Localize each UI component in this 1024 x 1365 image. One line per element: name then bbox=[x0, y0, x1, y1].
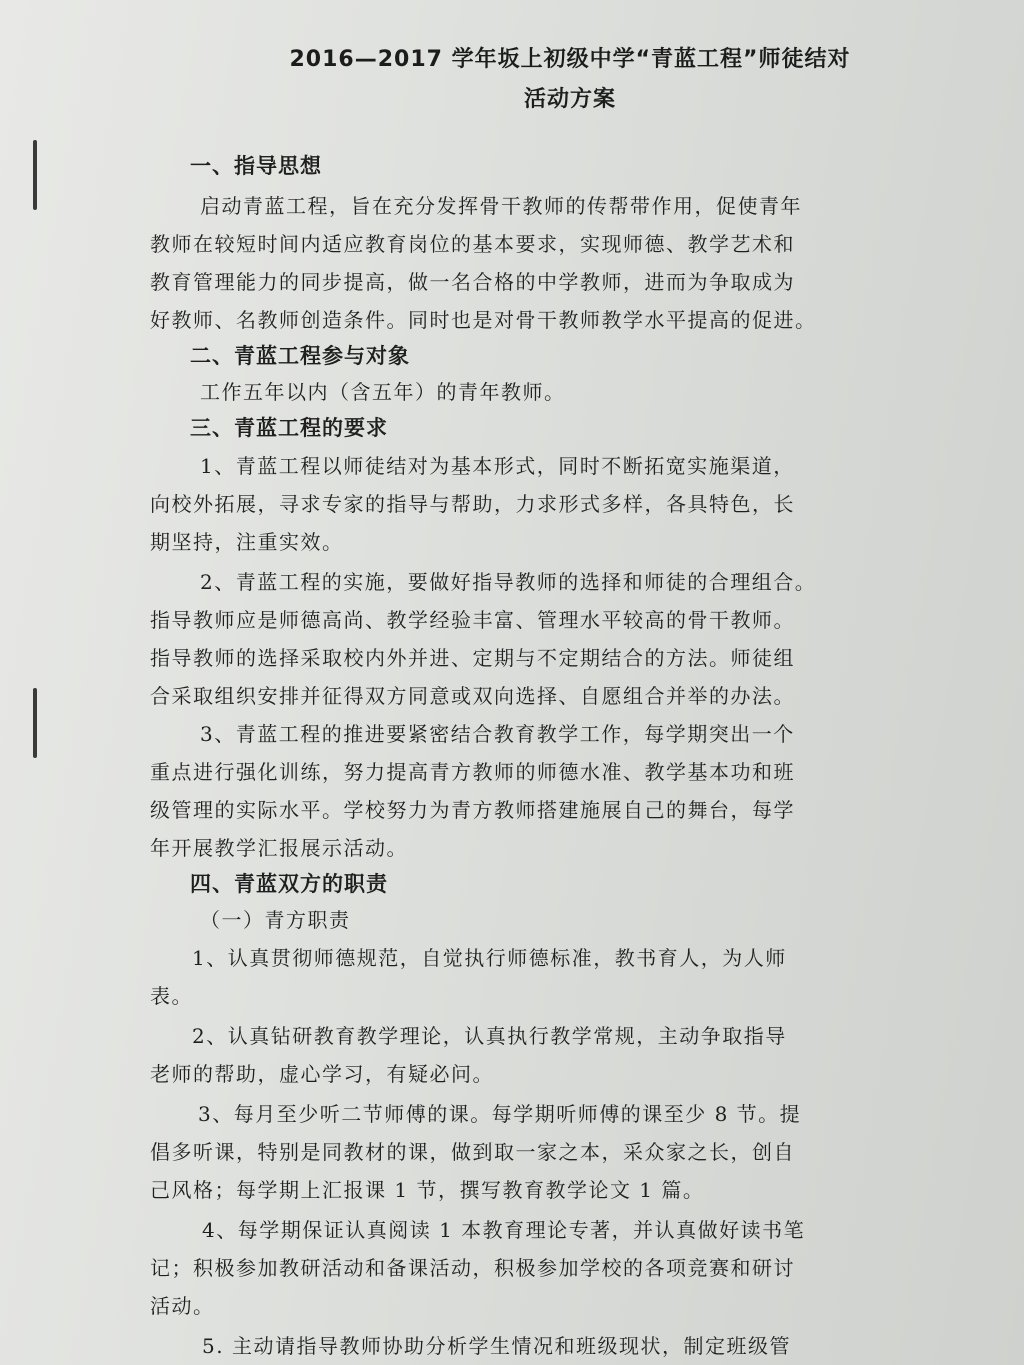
paragraph-line: 工作五年以内（含五年）的青年教师。 bbox=[200, 380, 566, 404]
paragraph-line: 指导教师应是师德高尚、教学经验丰富、管理水平较高的骨干教师。 bbox=[150, 608, 795, 632]
binding-mark-bottom bbox=[33, 688, 37, 758]
section-heading-requirements: 三、青蓝工程的要求 bbox=[190, 416, 388, 440]
paragraph-line: 己风格；每学期上汇报课 1 节，撰写教育教学论文 1 篇。 bbox=[150, 1178, 705, 1202]
paragraph-line: 启动青蓝工程，旨在充分发挥骨干教师的传帮带作用，促使青年 bbox=[200, 194, 802, 218]
section-heading-duties: 四、青蓝双方的职责 bbox=[190, 872, 388, 896]
paragraph-line: 教师在较短时间内适应教育岗位的基本要求，实现师德、教学艺术和 bbox=[150, 232, 795, 256]
paragraph-line: 5. 主动请指导教师协助分析学生情况和班级现状，制定班级管 bbox=[202, 1334, 791, 1358]
paragraph-line: 重点进行强化训练，努力提高青方教师的师德水准、教学基本功和班 bbox=[150, 760, 795, 784]
paragraph-line: 级管理的实际水平。学校努力为青方教师搭建施展自己的舞台，每学 bbox=[150, 798, 795, 822]
paragraph-line: 4、每学期保证认真阅读 1 本教育理论专著，并认真做好读书笔 bbox=[202, 1218, 806, 1242]
paragraph-line: 期坚持，注重实效。 bbox=[150, 530, 344, 554]
paragraph-line: 向校外拓展，寻求专家的指导与帮助，力求形式多样，各具特色，长 bbox=[150, 492, 795, 516]
paragraph-line: 活动。 bbox=[150, 1294, 215, 1318]
paragraph-line: 记；积极参加教研活动和备课活动，积极参加学校的各项竞赛和研讨 bbox=[150, 1256, 795, 1280]
paragraph-line: 3、每月至少听二节师傅的课。每学期听师傅的课至少 8 节。提 bbox=[198, 1102, 802, 1126]
paragraph-line: 年开展教学汇报展示活动。 bbox=[150, 836, 408, 860]
paragraph-line: 1、青蓝工程以师徒结对为基本形式，同时不断拓宽实施渠道， bbox=[200, 454, 795, 478]
binding-mark-top bbox=[33, 140, 37, 210]
paragraph-line: 2、青蓝工程的实施，要做好指导教师的选择和师徒的合理组合。 bbox=[200, 570, 817, 594]
paragraph-line: 合采取组织安排并征得双方同意或双向选择、自愿组合并举的办法。 bbox=[150, 684, 795, 708]
paragraph-line: 教育管理能力的同步提高，做一名合格的中学教师，进而为争取成为 bbox=[150, 270, 795, 294]
subsection-heading-apprentice-duties: （一）青方职责 bbox=[200, 908, 351, 932]
paragraph-line: 老师的帮助，虚心学习，有疑必问。 bbox=[150, 1062, 494, 1086]
paragraph-line: 2、认真钻研教育教学理论，认真执行教学常规，主动争取指导 bbox=[192, 1024, 787, 1048]
section-heading-participants: 二、青蓝工程参与对象 bbox=[190, 344, 410, 368]
paragraph-line: 3、青蓝工程的推进要紧密结合教育教学工作，每学期突出一个 bbox=[200, 722, 795, 746]
paragraph-line: 倡多听课，特别是同教材的课，做到取一家之本，采众家之长，创自 bbox=[150, 1140, 795, 1164]
paragraph-line: 表。 bbox=[150, 984, 193, 1008]
paragraph-line: 1、认真贯彻师德规范，自觉执行师德标准，教书育人，为人师 bbox=[192, 946, 787, 970]
document-title-line2: 活动方案 bbox=[523, 87, 616, 112]
paragraph-line: 指导教师的选择采取校内外并进、定期与不定期结合的方法。师徒组 bbox=[150, 646, 795, 670]
paragraph-line: 好教师、名教师创造条件。同时也是对骨干教师教学水平提高的促进。 bbox=[150, 308, 817, 332]
document-title-line1: 2016—2017 学年坂上初级中学“青蓝工程”师徒结对 bbox=[289, 47, 851, 72]
section-heading-guiding-idea: 一、指导思想 bbox=[190, 154, 322, 178]
